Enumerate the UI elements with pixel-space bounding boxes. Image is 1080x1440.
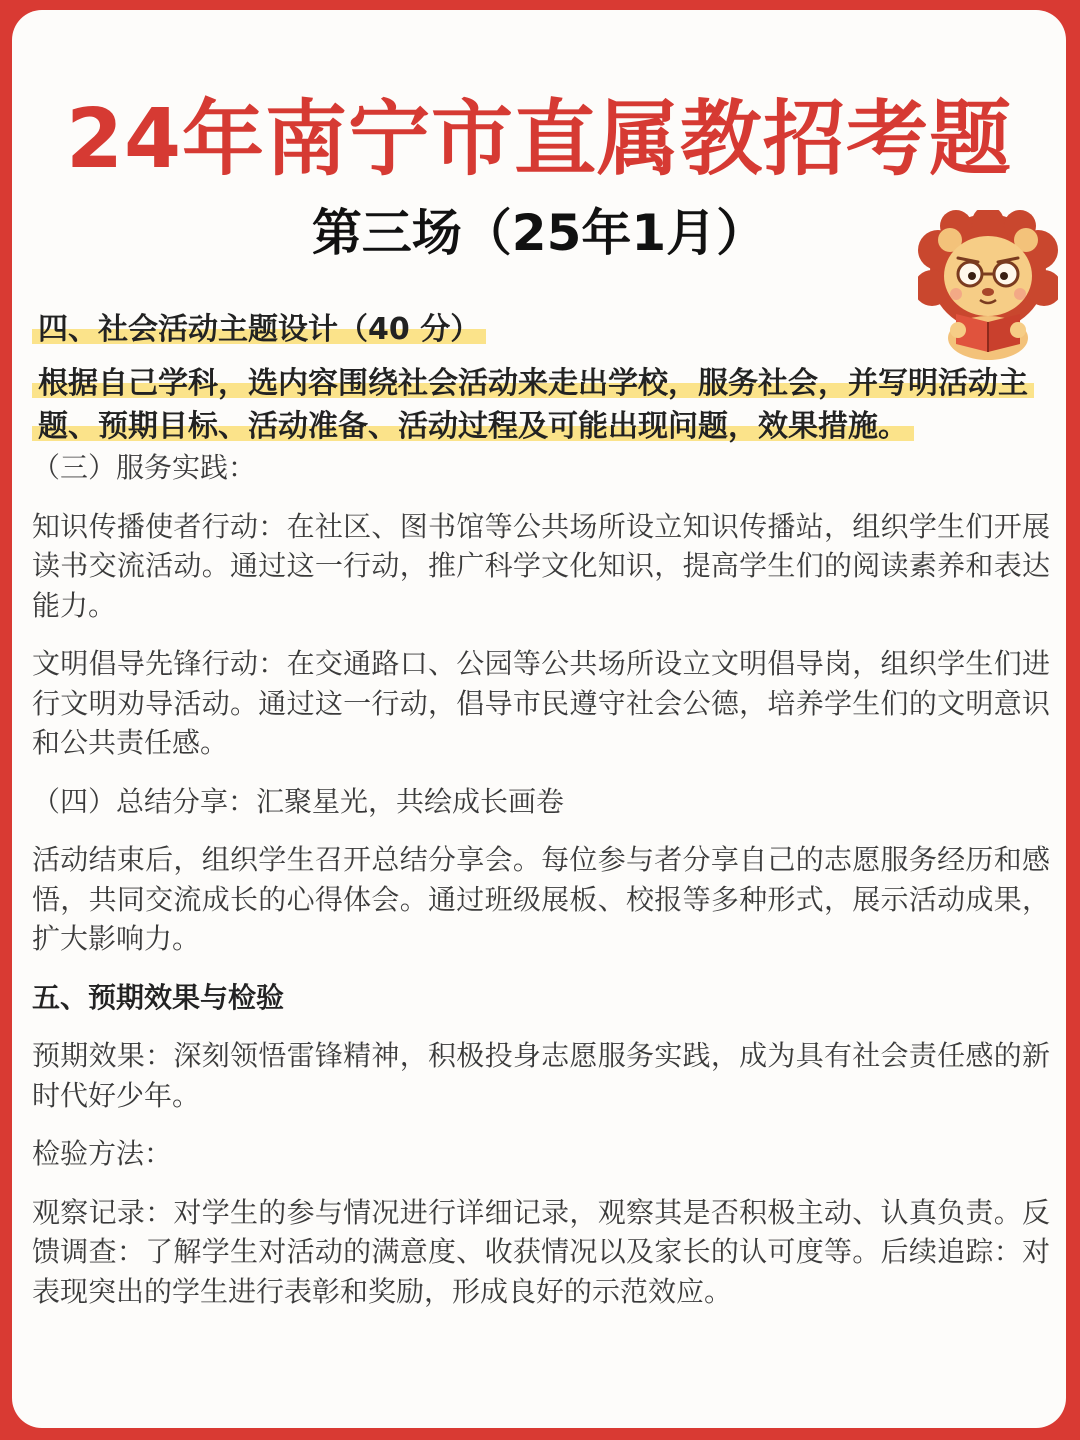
summary-heading: （四）总结分享：汇聚星光，共绘成长画卷: [32, 784, 565, 818]
article-body: [32, 302, 1050, 1311]
knowledge-action-paragraph: 知识传播使者行动：在社区、图书馆等公共场所设立知识传播站，组织学生们开展读书交流活动。通过这一行动，推广科学文化知识，提高学生们的阅读素养和表达能力。: [32, 509, 1050, 622]
question-heading: [32, 302, 1050, 358]
page-subtitle: 第三场（25年1月）: [311, 204, 767, 262]
service-practice-heading: （三）服务实践：: [32, 451, 257, 484]
question-prompt-text: 根据自己学科，选内容围绕社会活动来走出学校，服务社会，并写明活动主题、预期目标、活动准备、活动过程及可能出现问题，效果措施。: [32, 366, 1034, 444]
page-title: 24年南宁市直属教招考题: [65, 92, 1013, 187]
section5-heading: 五、预期效果与检验: [32, 980, 285, 1014]
expected-effect-paragraph: 预期效果：深刻领悟雷锋精神，积极投身志愿服务实践，成为具有社会责任感的新时代好少年。: [32, 1039, 1050, 1112]
question-heading-text: 四、社会活动主题设计（40 分）: [32, 312, 486, 347]
method-heading: 检验方法：: [32, 1137, 173, 1170]
question-prompt: [32, 362, 1050, 448]
method-paragraph: 观察记录：对学生的参与情况进行详细记录，观察其是否积极主动、认真负责。反馈调查：了解学生对活动的满意度、收获情况以及家长的认可度等。后续追踪：对表现突出的学生进行表彰和奖励，形成良好的示范效应。: [32, 1195, 1050, 1308]
content-card: [12, 10, 1066, 1428]
civility-action-paragraph: 文明倡导先锋行动：在交通路口、公园等公共场所设立文明倡导岗，组织学生们进行文明劝导活动。通过这一行动，倡导市民遵守社会公德，培养学生们的文明意识和公共责任感。: [32, 647, 1050, 759]
summary-paragraph: 活动结束后，组织学生召开总结分享会。每位参与者分享自己的志愿服务经历和感悟，共同交流成长的心得体会。通过班级展板、校报等多种形式，展示活动成果，扩大影响力。: [32, 843, 1050, 955]
